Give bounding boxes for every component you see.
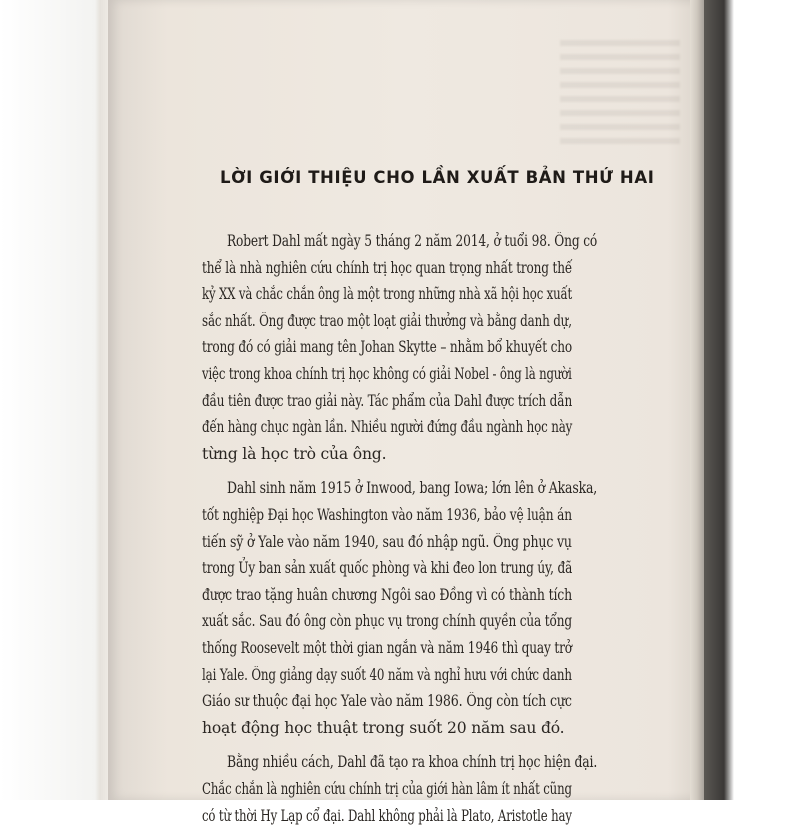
paragraph-2-line-9: Giáo sư thuộc đại học Yale vào năm 1986. Ông còn tích cực [202,692,572,711]
paragraph-2-line-3: tiến sỹ ở Yale vào năm 1940, sau đó nhập ngũ. Ông phục vụ [202,532,572,551]
paragraph-2-line-2: tốt nghiệp Đại học Washington vào năm 1936, bảo vệ luận án [202,506,572,524]
paragraph-1-line-9: từng là học trò của ông. [202,444,387,463]
paragraph-2-line-6: xuất sắc. Sau đó ông còn phục vụ trong chính quyền của tổng [202,612,572,631]
paragraph-1-line-5: trong đó có giải mang tên Johan Skytte – nhằm bổ khuyết cho [202,338,572,357]
paragraph-2-line-7: thống Roosevelt một thời gian ngắn và năm 1946 thì quay trở [202,639,572,657]
paragraph-2-line-10: hoạt động học thuật trong suốt 20 năm sau đó. [202,718,565,737]
paragraph-1-line-2: thể là nhà nghiên cứu chính trị học quan trọng nhất trong thế [202,258,573,277]
paragraph-3-line-2: Chắc chắn là nghiên cứu chính trị của giới hàn lâm ít nhất cũng [202,780,572,798]
paragraph-1-line-4: sắc nhất. Ông được trao một loạt giải thưởng và bằng danh dự, [202,311,572,330]
paragraph-1-line-3: kỷ XX và chắc chắn ông là một trong những nhà xã hội học xuất [202,285,573,304]
paragraph-2-line-8: lại Yale. Ông giảng dạy suốt 40 năm và nghỉ hưu với chức danh [202,665,572,684]
paragraph-1-line-6: việc trong khoa chính trị học không có giải Nobel - ông là người [202,365,572,383]
paragraph-3-line-3: có từ thời Hy Lạp cổ đại. Dahl không phải là Plato, Aristotle hay [202,806,572,825]
paragraph-2-line-4: trong Ủy ban sản xuất quốc phòng và khi đeo lon trung úy, đã [202,559,573,578]
page-gutter-shadow [108,0,168,800]
paragraph-3-line-1: Bằng nhiều cách, Dahl đã tạo ra khoa chính trị học hiện đại. [227,753,598,772]
paragraph-1-line-8: đến hàng chục ngàn lần. Nhiều người đứng đầu ngành học này [202,418,573,437]
page-stack-edge [690,0,704,800]
chapter-heading: LỜI GIỚI THIỆU CHO LẦN XUẤT BẢN THỨ HAI [220,168,655,187]
show-through-text [560,40,680,150]
book-cover-edge [704,0,800,800]
paragraph-1-line-1: Robert Dahl mất ngày 5 tháng 2 năm 2014, ở tuổi 98. Ông có [227,232,598,250]
paragraph-1-line-7: đầu tiên được trao giải này. Tác phẩm của Dahl được trích dẫn [202,391,573,410]
paragraph-2-line-5: được trao tặng huân chương Ngôi sao Đồng vì có thành tích [202,585,573,604]
paragraph-2-line-1: Dahl sinh năm 1915 ở Inwood, bang Iowa; lớn lên ở Akaska, [227,479,598,498]
